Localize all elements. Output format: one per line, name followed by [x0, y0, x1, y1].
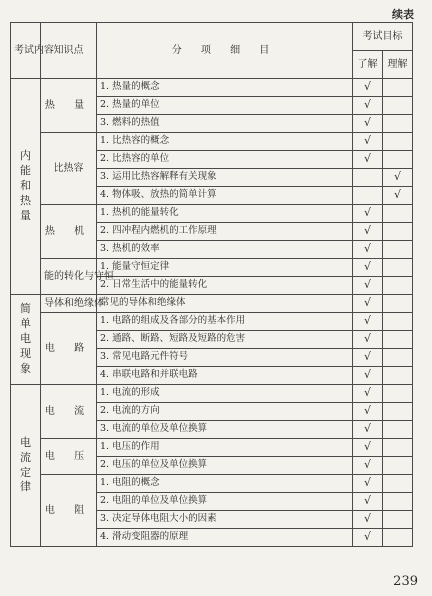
knowledge-point: 热 量 [41, 79, 97, 133]
knowledge-point: 电 流 [41, 385, 97, 439]
understand-check-cell [353, 439, 383, 457]
detail-item: 2. 热量的单位 [97, 97, 353, 115]
comprehend-check-cell [383, 205, 413, 223]
detail-item: 1. 热机的能量转化 [97, 205, 353, 223]
comprehend-check-cell [383, 259, 413, 277]
comprehend-check-cell [383, 295, 413, 313]
header-goal: 考试目标 [353, 23, 413, 51]
check-mark-icon: √ [363, 494, 371, 508]
understand-check-cell [353, 187, 383, 205]
detail-item: 1. 比热容的概念 [97, 133, 353, 151]
check-mark-icon: √ [363, 440, 371, 454]
understand-check-cell [353, 331, 383, 349]
table-row [11, 259, 413, 277]
knowledge-point: 热 机 [41, 205, 97, 259]
header-point: 知识点 [41, 23, 97, 79]
comprehend-check-cell [383, 529, 413, 547]
page-number: 239 [393, 574, 418, 589]
understand-check-cell [353, 169, 383, 187]
check-mark-icon: √ [363, 512, 371, 526]
knowledge-point: 能的转化与守恒 [41, 259, 97, 295]
comprehend-check-cell [383, 241, 413, 259]
section-area-cell [11, 295, 41, 385]
understand-check-cell [353, 421, 383, 439]
comprehend-check-cell [383, 475, 413, 493]
continued-label: 续表 [392, 8, 414, 21]
understand-check-cell [353, 205, 383, 223]
knowledge-point: 电 路 [41, 313, 97, 385]
table-row [11, 79, 413, 97]
table-row [11, 295, 413, 313]
check-mark-icon: √ [363, 206, 371, 220]
comprehend-check-cell [383, 97, 413, 115]
table-row [11, 439, 413, 457]
detail-item: 3. 燃料的热值 [97, 115, 353, 133]
detail-item: 1. 电路的组成及各部分的基本作用 [97, 313, 353, 331]
understand-check-cell [353, 403, 383, 421]
detail-item: 4. 串联电路和并联电路 [97, 367, 353, 385]
detail-item: 2. 比热容的单位 [97, 151, 353, 169]
header-area: 考试内容 [11, 23, 41, 79]
detail-item: 1. 能量守恒定律 [97, 259, 353, 277]
detail-item: 4. 滑动变阻器的原理 [97, 529, 353, 547]
comprehend-check-cell [383, 187, 413, 205]
understand-check-cell [353, 367, 383, 385]
table-row [11, 205, 413, 223]
understand-check-cell [353, 79, 383, 97]
comprehend-check-cell [383, 313, 413, 331]
detail-item: 2. 四冲程内燃机的工作原理 [97, 223, 353, 241]
check-mark-icon: √ [363, 422, 371, 436]
section-area-label: 简单电现象 [20, 302, 31, 375]
check-mark-icon: √ [363, 368, 371, 382]
detail-item: 3. 电流的单位及单位换算 [97, 421, 353, 439]
understand-check-cell [353, 151, 383, 169]
detail-item: 2. 电压的单位及单位换算 [97, 457, 353, 475]
check-mark-icon: √ [363, 350, 371, 364]
understand-check-cell [353, 97, 383, 115]
detail-item: 2. 日常生活中的能量转化 [97, 277, 353, 295]
understand-check-cell [353, 385, 383, 403]
header-row [11, 23, 413, 51]
detail-item: 常见的导体和绝缘体 [97, 295, 353, 313]
detail-item: 1. 电压的作用 [97, 439, 353, 457]
detail-item: 3. 热机的效率 [97, 241, 353, 259]
detail-item: 1. 电流的形成 [97, 385, 353, 403]
header-detail: 分 项 细 目 [97, 23, 353, 79]
comprehend-check-cell [383, 331, 413, 349]
understand-check-cell [353, 457, 383, 475]
detail-item: 3. 常见电路元件符号 [97, 349, 353, 367]
knowledge-point: 电 压 [41, 439, 97, 475]
comprehend-check-cell [383, 421, 413, 439]
understand-check-cell [353, 223, 383, 241]
check-mark-icon: √ [363, 296, 371, 310]
check-mark-icon: √ [363, 242, 371, 256]
detail-item: 3. 决定导体电阻大小的因素 [97, 511, 353, 529]
check-mark-icon: √ [363, 530, 371, 544]
comprehend-check-cell [383, 439, 413, 457]
detail-item: 2. 通路、断路、短路及短路的危害 [97, 331, 353, 349]
check-mark-icon: √ [363, 116, 371, 130]
check-mark-icon: √ [363, 134, 371, 148]
understand-check-cell [353, 259, 383, 277]
detail-item: 2. 电流的方向 [97, 403, 353, 421]
understand-check-cell [353, 475, 383, 493]
syllabus-table [10, 22, 413, 547]
table-row [11, 475, 413, 493]
check-mark-icon: √ [363, 260, 371, 274]
comprehend-check-cell [383, 169, 413, 187]
table-row [11, 385, 413, 403]
section-area-cell [11, 385, 41, 547]
section-area-label: 内能和热量 [20, 149, 31, 222]
header-understand: 了解 [353, 51, 383, 79]
detail-item: 2. 电阻的单位及单位换算 [97, 493, 353, 511]
comprehend-check-cell [383, 493, 413, 511]
understand-check-cell [353, 493, 383, 511]
detail-item: 1. 电阻的概念 [97, 475, 353, 493]
check-mark-icon: √ [363, 80, 371, 94]
understand-check-cell [353, 133, 383, 151]
detail-item: 4. 物体吸、放热的简单计算 [97, 187, 353, 205]
check-mark-icon: √ [363, 314, 371, 328]
check-mark-icon: √ [393, 188, 401, 202]
understand-check-cell [353, 313, 383, 331]
comprehend-check-cell [383, 403, 413, 421]
table-row [11, 133, 413, 151]
check-mark-icon: √ [363, 278, 371, 292]
knowledge-point: 导体和绝缘体 [41, 295, 97, 313]
knowledge-point: 比热容 [41, 133, 97, 205]
check-mark-icon: √ [363, 404, 371, 418]
comprehend-check-cell [383, 277, 413, 295]
comprehend-check-cell [383, 79, 413, 97]
comprehend-check-cell [383, 115, 413, 133]
understand-check-cell [353, 529, 383, 547]
section-area-label: 电流定律 [20, 435, 31, 494]
detail-item: 3. 运用比热容解释有关现象 [97, 169, 353, 187]
detail-item: 1. 热量的概念 [97, 79, 353, 97]
header-comprehend: 理解 [383, 51, 413, 79]
comprehend-check-cell [383, 151, 413, 169]
understand-check-cell [353, 511, 383, 529]
check-mark-icon: √ [363, 386, 371, 400]
comprehend-check-cell [383, 223, 413, 241]
understand-check-cell [353, 241, 383, 259]
comprehend-check-cell [383, 367, 413, 385]
check-mark-icon: √ [393, 170, 401, 184]
understand-check-cell [353, 277, 383, 295]
understand-check-cell [353, 349, 383, 367]
check-mark-icon: √ [363, 476, 371, 490]
check-mark-icon: √ [363, 458, 371, 472]
comprehend-check-cell [383, 457, 413, 475]
check-mark-icon: √ [363, 152, 371, 166]
understand-check-cell [353, 295, 383, 313]
check-mark-icon: √ [363, 98, 371, 112]
understand-check-cell [353, 115, 383, 133]
section-area-cell [11, 79, 41, 295]
knowledge-point: 电 阻 [41, 475, 97, 547]
comprehend-check-cell [383, 385, 413, 403]
comprehend-check-cell [383, 349, 413, 367]
check-mark-icon: √ [363, 332, 371, 346]
table-row [11, 313, 413, 331]
table-body [11, 23, 413, 547]
comprehend-check-cell [383, 511, 413, 529]
comprehend-check-cell [383, 133, 413, 151]
check-mark-icon: √ [363, 224, 371, 238]
